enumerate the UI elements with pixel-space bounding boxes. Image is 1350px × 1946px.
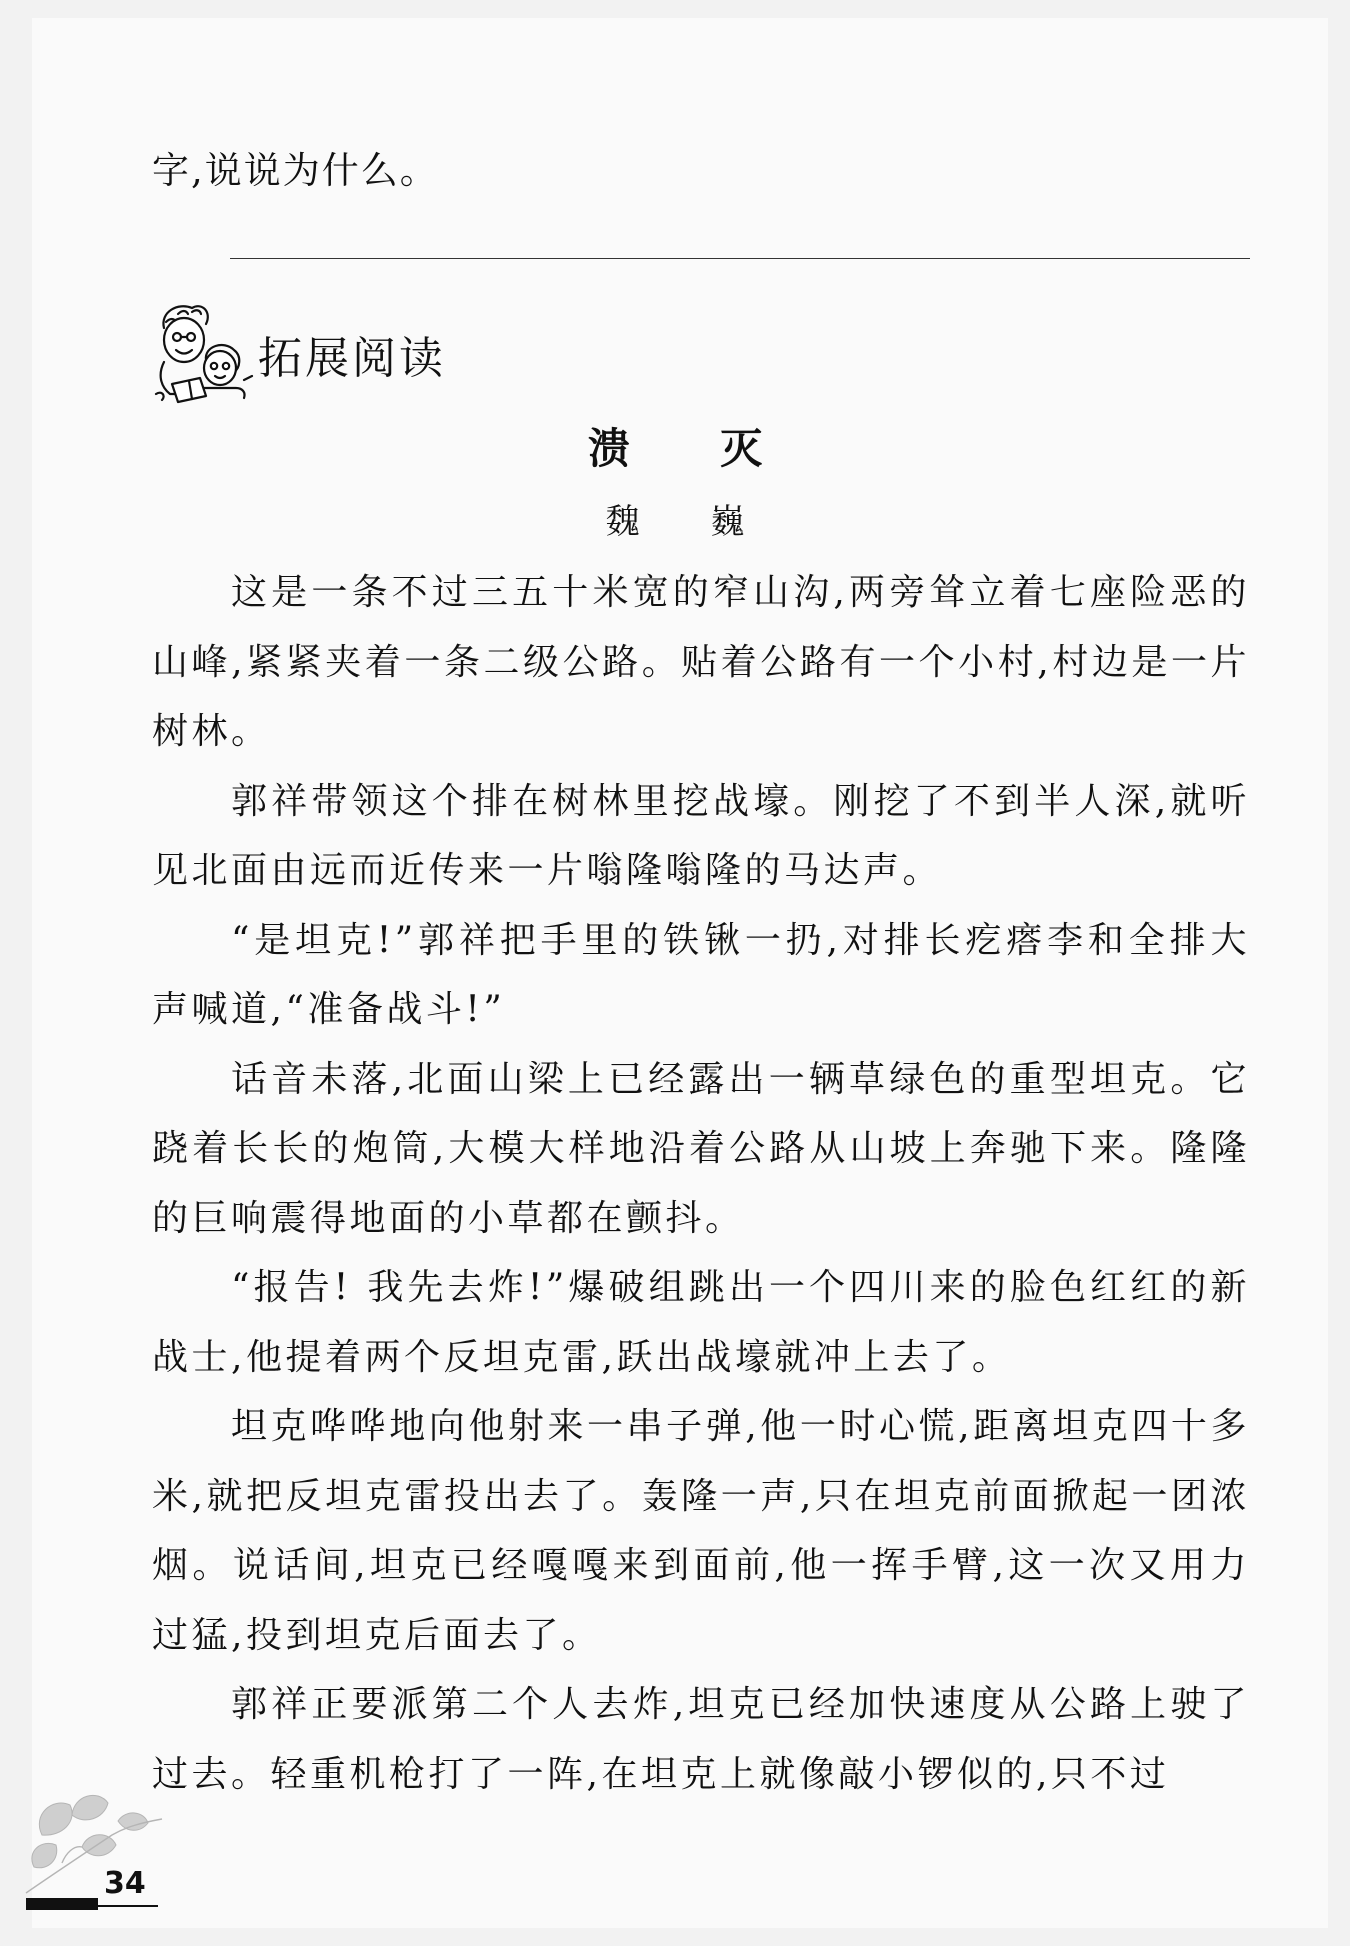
paragraph: 这是一条不过三五十米宽的窄山沟,两旁耸立着七座险恶的山峰,紧紧夹着一条二级公路。贴着公路有一个小村,村边是一片树林。: [152, 572, 1250, 752]
page-number-underline: [98, 1905, 158, 1907]
article-author: 魏 巍: [605, 502, 775, 542]
section-header: [148, 298, 446, 406]
two-children-reading-icon: [148, 298, 256, 406]
paragraph: 郭祥带领这个排在树林里挖战壕。刚挖了不到半人深,就听见北面由远而近传来一片嗡隆嗡隆的马达声。: [152, 780, 1250, 891]
answer-line: [230, 258, 1250, 259]
paragraph: 话音未落,北面山梁上已经露出一辆草绿色的重型坦克。它跷着长长的炮筒,大模大样地沿着公路从山坡上奔驰下来。隆隆的巨响震得地面的小草都在颤抖。: [152, 1058, 1250, 1239]
paragraph: 郭祥正要派第二个人去炸,坦克已经加快速度从公路上驶了过去。轻重机枪打了一阵,在坦克上就像敲小锣似的,只不过: [152, 1684, 1250, 1795]
paragraph: 坦克哗哗地向他射来一串子弹,他一时心慌,距离坦克四十多米,就把反坦克雷投出去了。轰隆一声,只在坦克前面掀起一团浓烟。说话间,坦克已经嘎嘎来到面前,他一挥手臂,这一次又用力过猛,投到坦克后面去了。: [152, 1406, 1250, 1656]
paragraph: “是坦克!”郭祥把手里的铁锹一扔,对排长疙瘩李和全排大声喊道,“准备战斗!”: [152, 919, 1250, 1030]
article-title: 溃 灭: [587, 424, 801, 473]
page-number-bar: [26, 1898, 98, 1910]
page-number: 34: [104, 1866, 146, 1901]
section-title: 拓展阅读: [258, 333, 446, 384]
article-body: [152, 558, 1250, 1809]
previous-page-text: 字,说说为什么。: [152, 149, 439, 192]
paragraph: “报告! 我先去炸!”爆破组跳出一个四川来的脸色红红的新战士,他提着两个反坦克雷,跃出战壕就冲上去了。: [152, 1267, 1250, 1378]
leaves-icon: [22, 1775, 172, 1895]
